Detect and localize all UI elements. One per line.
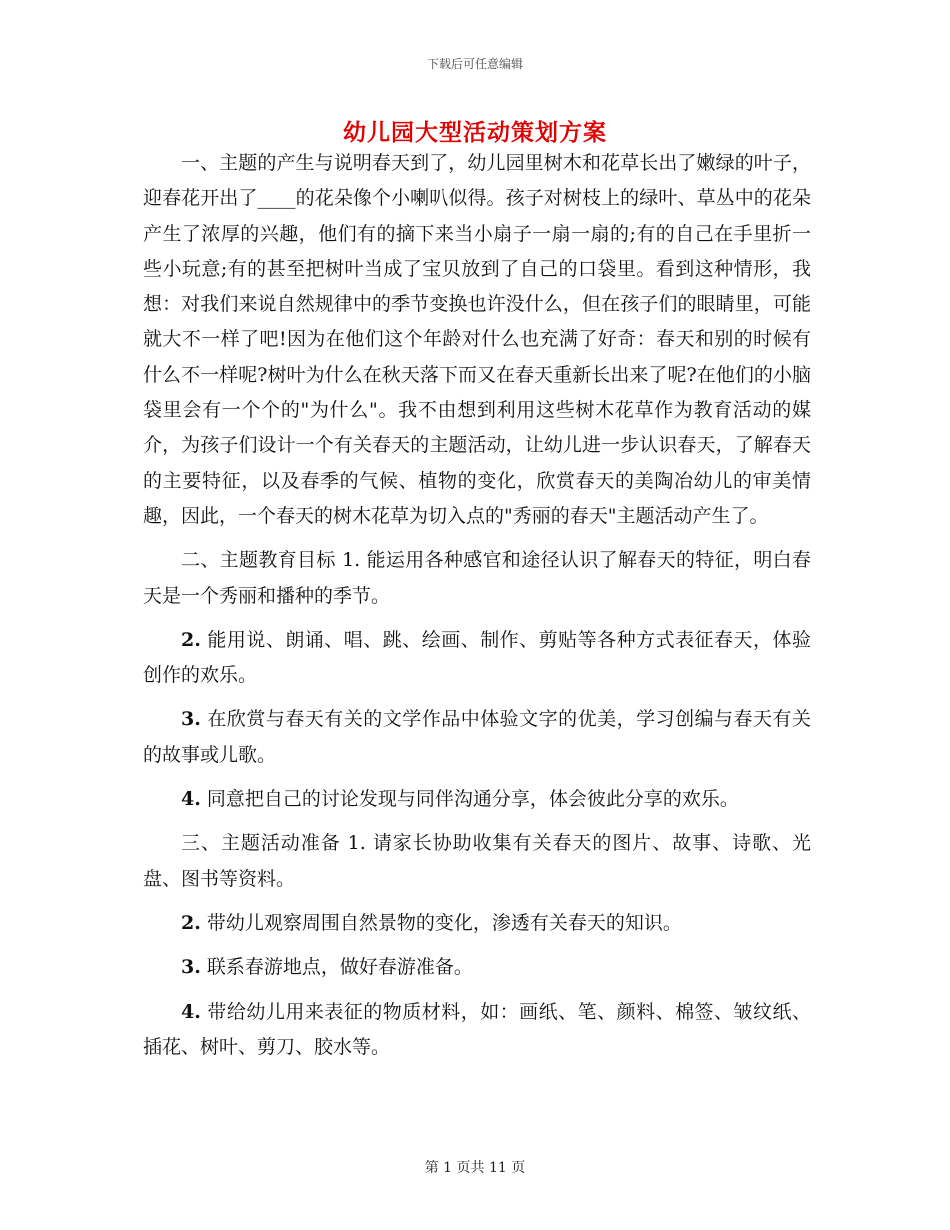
paragraph-text: 能用说、朗诵、唱、跳、绘画、制作、剪贴等各种方式表征春天，体验创作的欢乐。 xyxy=(143,628,811,687)
paragraph xyxy=(143,146,811,534)
paragraph-text: 同意把自己的讨论发现与同伴沟通分享，体会彼此分享的欢乐。 xyxy=(200,788,739,811)
paragraph-number: 3. xyxy=(181,708,201,731)
paragraph-text: 联系春游地点，做好春游准备。 xyxy=(200,956,473,979)
paragraph-number: 4. xyxy=(181,1000,201,1023)
paragraph xyxy=(143,702,811,773)
paragraph-text: 二、主题教育目标 1. 能运用各种感官和途径认识了解春天的特征，明白春天是一个秀丽和播种的季节。 xyxy=(143,549,811,607)
paragraph-text: 在欣赏与春天有关的文学作品中体验文字的优美，学习创编与春天有关的故事或儿歌。 xyxy=(143,708,811,766)
document-body xyxy=(143,146,811,1065)
page-header: 下载后可任意编辑 xyxy=(426,57,523,71)
paragraph xyxy=(143,826,811,897)
paragraph-number: 2. xyxy=(181,628,201,651)
paragraph-number: 3. xyxy=(181,956,201,979)
paragraph-number: 4. xyxy=(181,788,201,811)
page-footer: 第 1 页共 11 页 xyxy=(424,1160,526,1176)
paragraph xyxy=(143,950,811,985)
paragraph xyxy=(143,995,811,1066)
paragraph xyxy=(143,782,811,817)
paragraph-text: 一、主题的产生与说明春天到了，幼儿园里树木和花草长出了嫩绿的叶子，迎春花开出了____的花朵像个小喇叭似得。孩子对树枝上的绿叶、草丛中的花朵产生了浓厚的兴趣，他们有的摘下来当小扇子一扇一扇的;有的自己在手里折一些小玩意;有的甚至把树叶当成了宝贝放到了自己的口袋里。看到这种情形，我想：对我们来说自然规律中的季节变换也许没什么，但在孩子们的眼睛里，可能就大不一样了吧!因为在他们这个年龄对什么也充满了好奇：春天和别的时候有什么不一样呢?树叶为什么在秋天落下而又在春天重新长出来了呢?在他们的小脑袋里会有一个个的"为什么"。我不由想到利用这些树木花草作为教育活动的媒介，为孩子们设计一个有关春天的主题活动，让幼儿进一步认识春天，了解春天的主要特征，以及春季的气候、植物的变化，欣赏春天的美陶冶幼儿的审美情趣，因此，一个春天的树木花草为切入点的"秀丽的春天"主题活动产生了。 xyxy=(143,152,811,527)
document-title: 幼儿园大型活动策划方案 xyxy=(343,119,607,146)
paragraph-text: 三、主题活动准备 1. 请家长协助收集有关春天的图片、故事、诗歌、光盘、图书等资料。 xyxy=(143,832,811,890)
paragraph xyxy=(143,623,811,694)
paragraph-text: 带给幼儿用来表征的物质材料，如：画纸、笔、颜料、棉签、皱纹纸、插花、树叶、剪刀、胶水等。 xyxy=(143,1000,811,1058)
paragraph xyxy=(143,906,811,941)
paragraph-number: 2. xyxy=(181,911,201,934)
paragraph xyxy=(143,543,811,614)
paragraph-text: 带幼儿观察周围自然景物的变化，渗透有关春天的知识。 xyxy=(200,911,682,934)
